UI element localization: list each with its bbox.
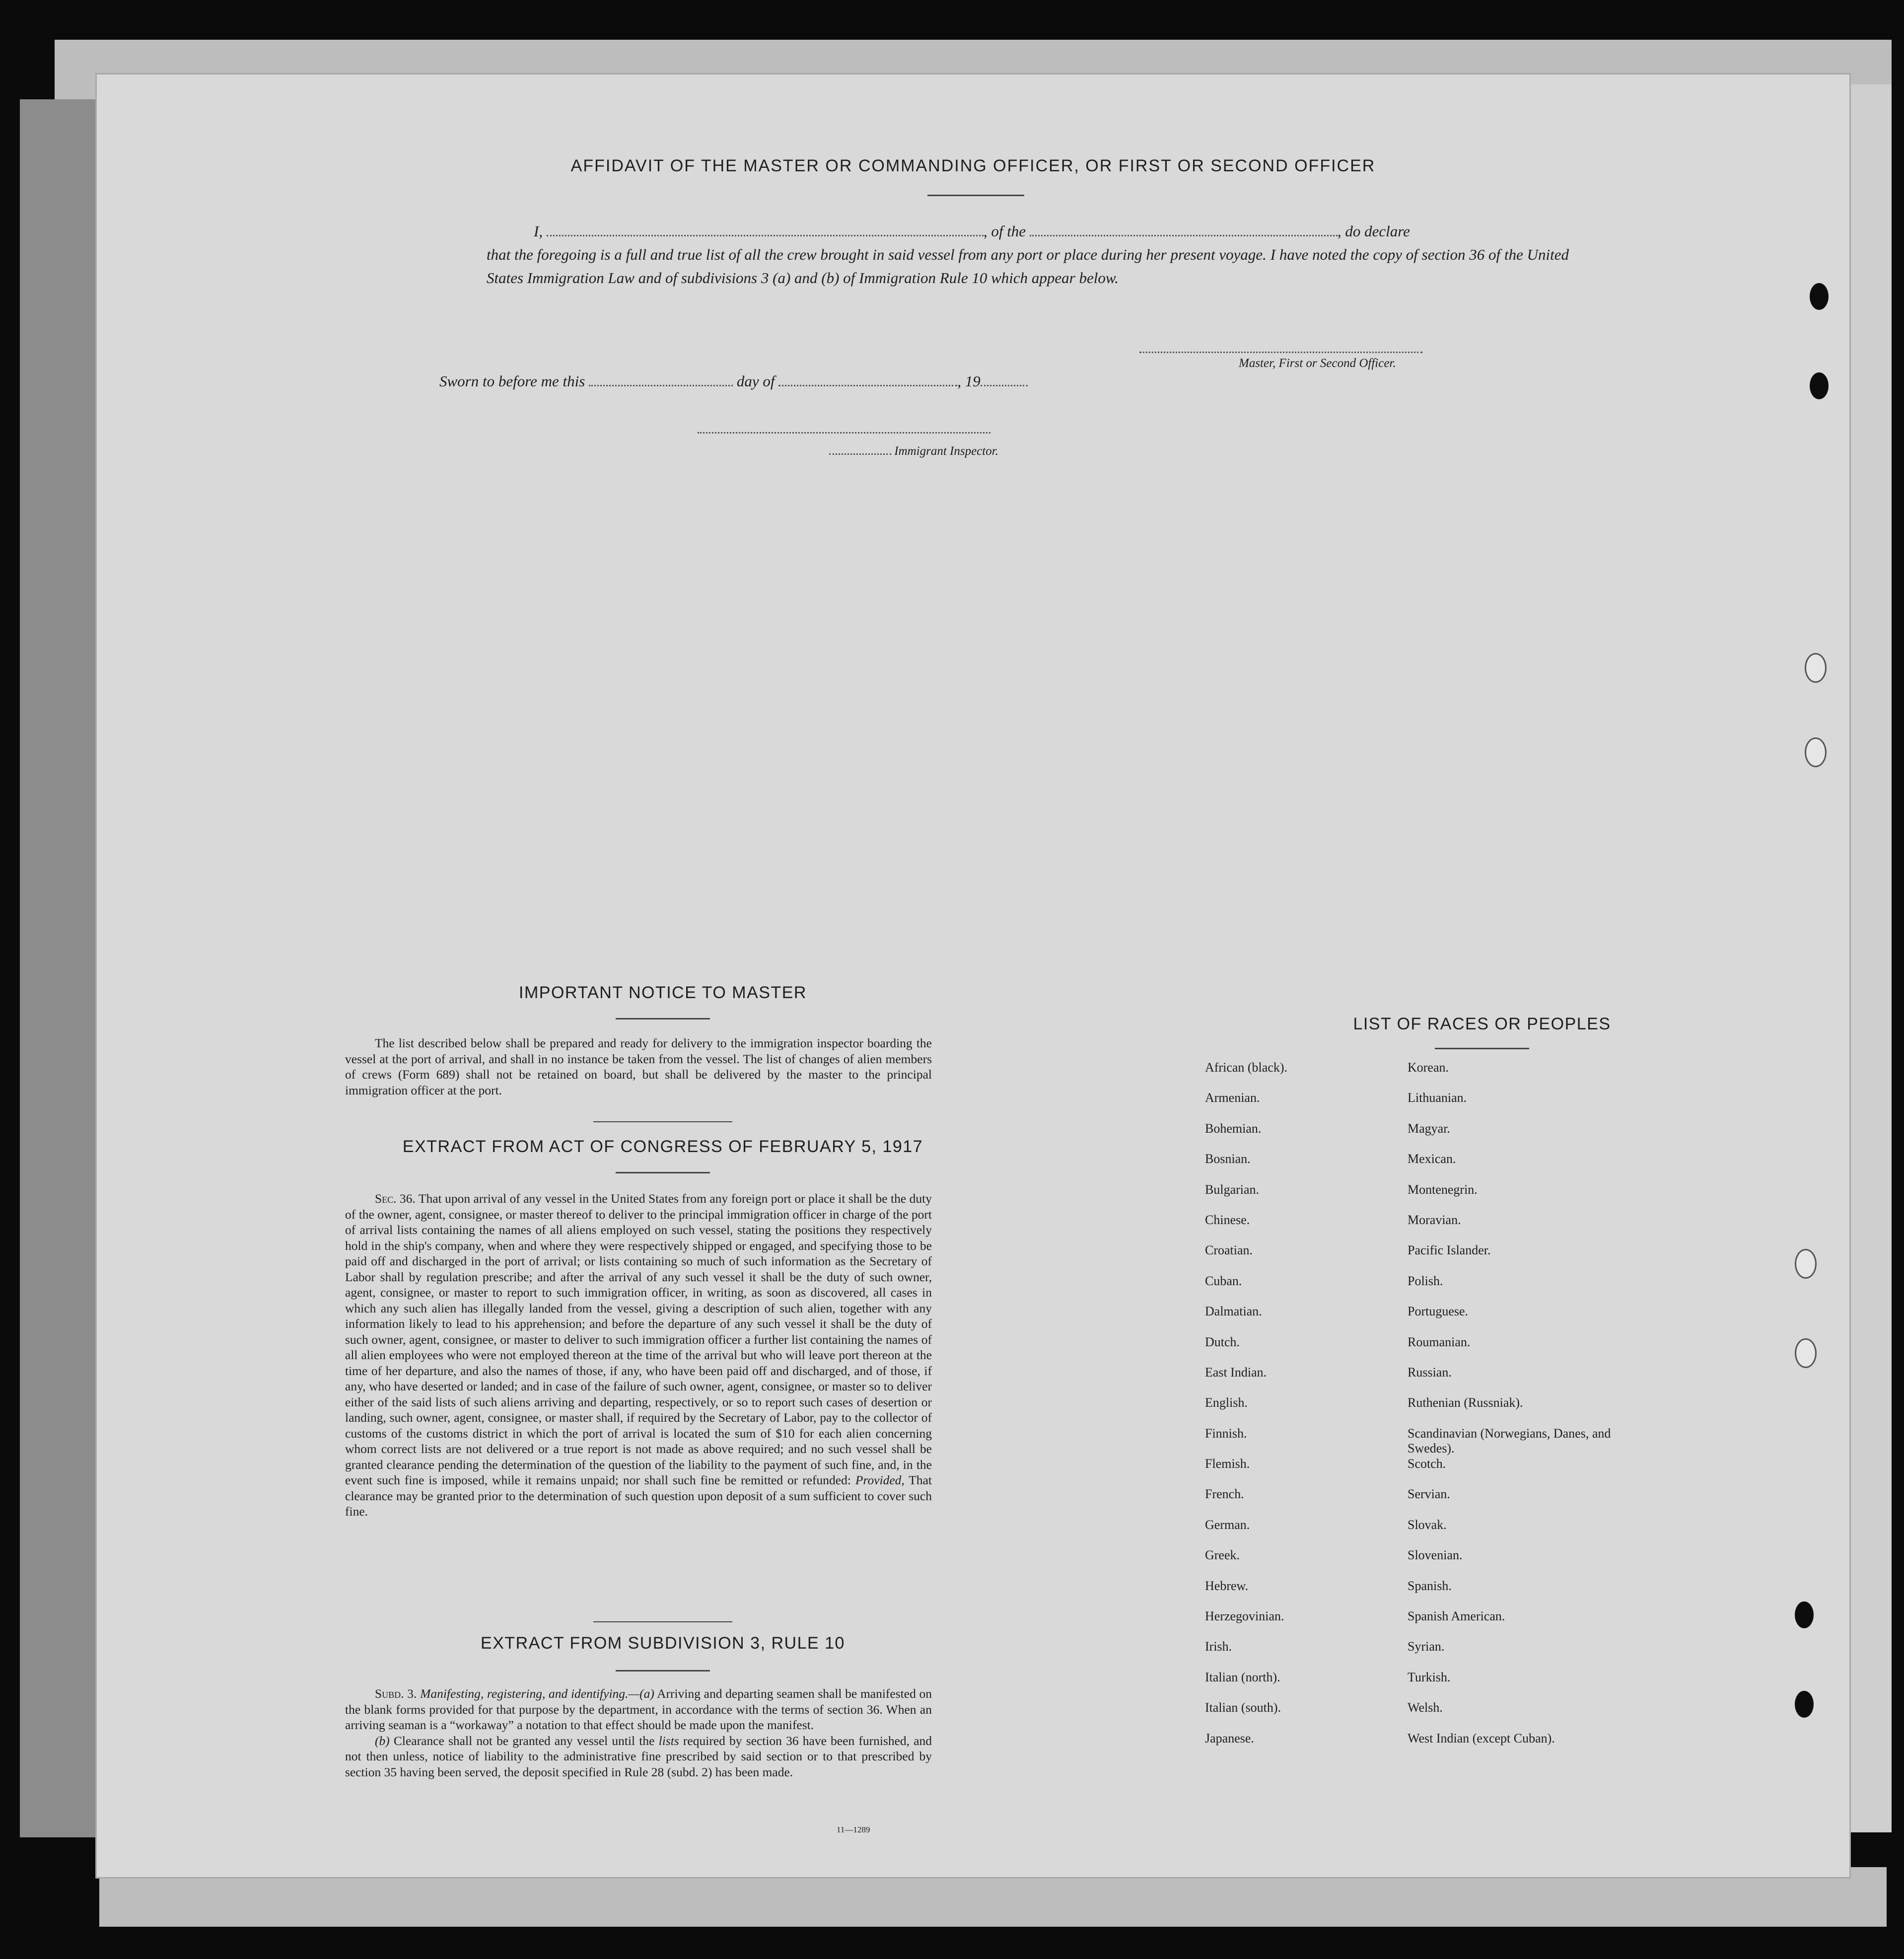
affidavit-declaration xyxy=(487,219,1569,290)
race-item: Scandinavian (Norwegians, Danes, and Swedes). xyxy=(1408,1426,1611,1455)
race-item: Welsh. xyxy=(1408,1700,1443,1715)
subd-a-paragraph xyxy=(345,1686,932,1733)
subd-title: Manifesting, registering, and identifying. xyxy=(420,1686,629,1701)
race-item: English. xyxy=(1205,1395,1248,1410)
subd-b-paragraph xyxy=(345,1733,932,1780)
race-item: Moravian. xyxy=(1408,1212,1461,1227)
race-item: Chinese. xyxy=(1205,1212,1250,1227)
race-item: Mexican. xyxy=(1408,1152,1456,1166)
of-the-label: , of the xyxy=(983,222,1026,240)
sec-36-paragraph xyxy=(345,1191,932,1520)
race-item: Japanese. xyxy=(1205,1731,1254,1745)
section-divider xyxy=(593,1121,732,1122)
para-a-text: Arriving and departing seamen shall be manifested on the blank forms provided for that purpose by the department, in accordance with the terms of section 36. When an arriving seaman is a “workaway” a notation to that effect should be made upon the manifest. xyxy=(345,1686,932,1732)
form-number: 11—1289 xyxy=(837,1825,870,1834)
race-item: Korean. xyxy=(1408,1060,1449,1075)
sec-36-text: That upon arrival of any vessel in the United States from any foreign port or place it shall be the duty of the owner, agent, consignee, or master thereof to deliver to the principal immigration officer in charge of the port of arrival lists containing the names of all aliens employed on such vessel, stating the positions they respectively hold in the ship's company, when and where they were respectively shipped or engaged, and specifying those to be paid off and discharged in the port of arrival; or lists containing so much of such information as the Secretary of Labor shall by regulation prescribe; and after the arrival of any such vessel it shall be the duty of such owner, agent, consignee, or master to report to such immigration officer, in writing, as soon as discovered, all cases in which any such alien has illegally landed from the vessel, giving a description of such alien, together with any information likely to lead to his apprehension; and before the departure of any such vessel it shall be the duty of such owner, agent, consignee, or master to deliver to such immigration officer a further list containing the names of all alien employees who were not employed thereon at the time of the arrival but who will leave port thereon at the time of her departure, and also the names of those, if any, who have been paid off and discharged, and of those, if any, who have deserted or landed; and in case of the failure of such owner, agent, consignee, or master so to deliver either of the said lists of such aliens arriving and departing, respectively, or so to report such cases of desertion or landing, such owner, agent, consignee, or master shall, if required by the Secretary of Labor, pay to the collector of customs of the customs district in which the port of arrival is located the sum of $10 for each alien concerning whom correct lists are not delivered or a true report is not made as above required; and no such vessel shall be granted clearance pending the determination of the question of the liability to the payment of such fine, and, in the event such fine is imposed, while it remains unpaid; nor shall such fine be remitted or refunded: xyxy=(345,1191,932,1487)
race-item: Lithuanian. xyxy=(1408,1090,1467,1105)
race-item: Scotch. xyxy=(1408,1456,1446,1471)
sworn-year-field[interactable] xyxy=(981,384,1028,386)
race-item: Bohemian. xyxy=(1205,1121,1262,1136)
provided-label: Provided, xyxy=(855,1473,905,1487)
race-item: Greek. xyxy=(1205,1548,1240,1563)
race-item: French. xyxy=(1205,1487,1244,1502)
race-item: Polish. xyxy=(1408,1273,1443,1288)
binder-hole xyxy=(1795,1249,1817,1279)
binder-hole xyxy=(1810,372,1829,399)
para-b-marker: (b) xyxy=(375,1733,390,1748)
do-declare-label: , do declare xyxy=(1337,222,1410,240)
race-item: Magyar. xyxy=(1408,1121,1450,1136)
race-item: Finnish. xyxy=(1205,1426,1247,1441)
name-field[interactable] xyxy=(547,234,984,236)
races-left-column xyxy=(1205,1060,1394,1761)
race-item: Spanish American. xyxy=(1408,1609,1505,1624)
inspector-signature-line[interactable] xyxy=(698,432,990,434)
para-b-lists: lists xyxy=(658,1733,679,1748)
race-item: Slovak. xyxy=(1408,1517,1447,1532)
section-divider xyxy=(593,1621,732,1622)
race-item: Cuban. xyxy=(1205,1273,1242,1288)
para-a-marker: —(a) xyxy=(628,1686,654,1701)
race-item: Syrian. xyxy=(1408,1639,1445,1654)
binder-hole xyxy=(1795,1338,1817,1368)
race-item: Turkish. xyxy=(1408,1669,1451,1684)
extract-rule-text xyxy=(345,1686,932,1780)
race-item: Croatian. xyxy=(1205,1243,1253,1258)
races-rule xyxy=(1435,1048,1529,1049)
race-item: East Indian. xyxy=(1205,1365,1267,1379)
extract-rule-title: EXTRACT FROM SUBDIVISION 3, RULE 10 xyxy=(481,1634,845,1653)
race-item: Ruthenian (Russniak). xyxy=(1408,1395,1523,1410)
inspector-label xyxy=(829,444,998,458)
extract-rule-rule xyxy=(616,1670,710,1671)
subd-label: Subd. 3. xyxy=(375,1686,417,1701)
binder-hole xyxy=(1805,653,1827,683)
race-item: Italian (north). xyxy=(1205,1669,1280,1684)
i-label: I, xyxy=(534,222,543,240)
race-item: Irish. xyxy=(1205,1639,1232,1654)
inspector-label-text: Immigrant Inspector. xyxy=(894,444,998,458)
sworn-line xyxy=(439,372,1028,390)
race-item: Italian (south). xyxy=(1205,1700,1281,1715)
race-item: Pacific Islander. xyxy=(1408,1243,1491,1258)
race-item: Dutch. xyxy=(1205,1334,1240,1349)
extract-act-rule xyxy=(616,1172,710,1173)
binder-hole xyxy=(1795,1601,1814,1628)
race-item: Portuguese. xyxy=(1408,1304,1469,1319)
races-title: LIST OF RACES OR PEOPLES xyxy=(1353,1015,1611,1033)
notice-text xyxy=(345,1035,932,1098)
race-item: Hebrew. xyxy=(1205,1578,1249,1593)
notice-paragraph: The list described below shall be prepared and ready for delivery to the immigration inspector boarding the vessel at the port of arrival, and shall in no instance be taken from the vessel. The list of changes of alien members of crews (Form 689) shall not be retained on board, but shall be delivered by the master to the principal immigration officer at the port. xyxy=(345,1036,932,1097)
sec-label: Sec. 36. xyxy=(375,1191,416,1206)
extract-act-text xyxy=(345,1191,932,1520)
officer-signature-label: Master, First or Second Officer. xyxy=(1239,357,1396,370)
binder-hole xyxy=(1805,737,1827,767)
para-b-text: Clearance shall not be granted any vessel until the xyxy=(393,1733,655,1748)
race-item: Russian. xyxy=(1408,1365,1452,1379)
race-item: Armenian. xyxy=(1205,1090,1260,1105)
race-item: German. xyxy=(1205,1517,1250,1532)
race-item: Flemish. xyxy=(1205,1456,1250,1471)
race-item: Herzegovinian. xyxy=(1205,1609,1284,1624)
document-page xyxy=(97,74,1849,1877)
inspector-dots xyxy=(829,453,891,455)
binder-hole xyxy=(1795,1691,1814,1718)
race-item: Bosnian. xyxy=(1205,1152,1251,1166)
race-item: Roumanian. xyxy=(1408,1334,1471,1349)
title-rule xyxy=(927,195,1024,196)
officer-signature-line[interactable] xyxy=(1139,352,1422,353)
sworn-month-field[interactable] xyxy=(778,384,957,386)
para-b-text-end: required by section 36 have been furnished, and not then unless, notice of liability to the administrative fine prescribed by said section or to that prescribed by section 35 having been served, the deposit specified in Rule 28 (subd. 2) has been made. xyxy=(345,1733,932,1779)
race-item: Montenegrin. xyxy=(1408,1182,1478,1197)
race-item: West Indian (except Cuban). xyxy=(1408,1731,1555,1745)
race-item: Servian. xyxy=(1408,1487,1450,1502)
notice-rule xyxy=(616,1018,710,1019)
race-item: Dalmatian. xyxy=(1205,1304,1262,1319)
races-right-column xyxy=(1408,1060,1631,1761)
sworn-day-field[interactable] xyxy=(589,384,733,386)
extract-act-title: EXTRACT FROM ACT OF CONGRESS OF FEBRUARY 5, 1917 xyxy=(402,1137,923,1156)
race-item: African (black). xyxy=(1205,1060,1288,1075)
sec-36-text-end: That clearance may be granted prior to the determination of such question upon deposit of a sum sufficient to cover such fine. xyxy=(345,1473,932,1519)
binder-hole xyxy=(1810,283,1829,310)
race-item: Slovenian. xyxy=(1408,1548,1463,1563)
sworn-prefix: Sworn to before me this xyxy=(439,372,585,390)
vessel-field[interactable] xyxy=(1030,234,1338,236)
race-item: Spanish. xyxy=(1408,1578,1452,1593)
affidavit-title: AFFIDAVIT OF THE MASTER OR COMMANDING OFFICER, OR FIRST OR SECOND OFFICER xyxy=(570,156,1376,175)
race-item: Bulgarian. xyxy=(1205,1182,1260,1197)
year-label: , 19 xyxy=(957,372,981,390)
day-of-label: day of xyxy=(736,372,775,390)
declaration-text: that the foregoing is a full and true list of all the crew brought in said vessel from any port or place during her present voyage. I have noted the copy of section 36 of the United States Immigration Law and of subdivisions 3 (a) and (b) of Immigration Rule 10 which appear below. xyxy=(487,246,1569,287)
notice-title: IMPORTANT NOTICE TO MASTER xyxy=(519,983,807,1002)
